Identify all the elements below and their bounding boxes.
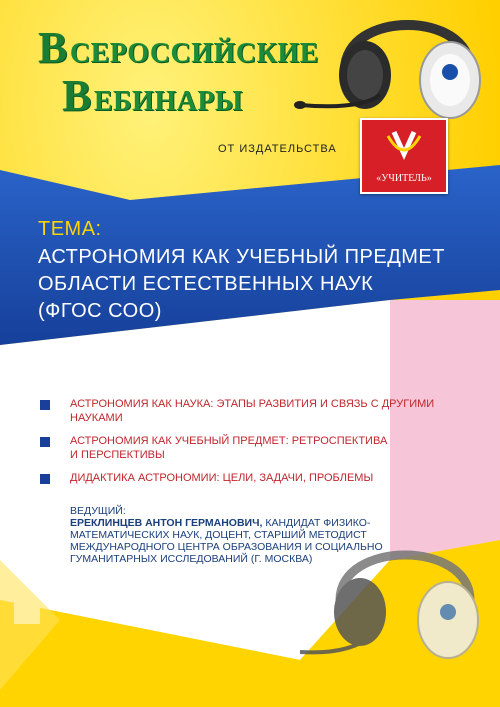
title-initial-2: В [62, 71, 92, 120]
presenter-line-2: МАТЕМАТИЧЕСКИХ НАУК, ДОЦЕНТ, СТАРШИЙ МЕТОДИСТ [70, 529, 367, 541]
bullet-3-line-1: ДИДАКТИКА АСТРОНОМИИ: ЦЕЛИ, ЗАДАЧИ, ПРОБЛЕМЫ [70, 472, 374, 484]
topic-line-3: (ФГОС СОО) [38, 300, 162, 322]
publisher-logo [360, 118, 448, 194]
title-initial-1: В [38, 23, 68, 72]
title-rest-2: ЕБИНАРЫ [93, 86, 243, 117]
publisher-label: ОТ ИЗДАТЕЛЬСТВА [218, 143, 337, 155]
title-line-1 [38, 22, 319, 73]
bullet-1-line-1: АСТРОНОМИЯ КАК НАУКА: ЭТАПЫ РАЗВИТИЯ И СВЯЗЬ С ДРУГИМИ [70, 398, 435, 410]
presenter-name: ЕРЕКЛИНЦЕВ АНТОН ГЕРМАНОВИЧ, [70, 517, 263, 529]
topic-label: ТЕМА: [38, 218, 102, 240]
bullet-1-line-2: НАУКАМИ [70, 412, 123, 424]
bullet-2-line-2: И ПЕРСПЕКТИВЫ [70, 449, 165, 461]
logo-emblem-icon [362, 120, 446, 170]
topic-line-1: АСТРОНОМИЯ КАК УЧЕБНЫЙ ПРЕДМЕТ [38, 246, 445, 268]
bullet-square-icon [40, 437, 50, 447]
presenter-line-3: МЕЖДУНАРОДНОГО ЦЕНТРА ОБРАЗОВАНИЯ И СОЦИАЛЬНО [70, 541, 383, 553]
presenter-title-1: КАНДИДАТ ФИЗИКО- [262, 517, 371, 529]
logo-text: «УЧИТЕЛЬ» [376, 173, 432, 184]
bullet-item-3 [70, 471, 450, 485]
presenter-label: ВЕДУЩИЙ: [70, 505, 126, 517]
bullet-square-icon [40, 400, 50, 410]
bullet-item-1 [70, 397, 450, 425]
topic-line-2: ОБЛАСТИ ЕСТЕСТВЕННЫХ НАУК [38, 273, 374, 295]
presenter-block [70, 505, 430, 565]
bullet-2-line-1: АСТРОНОМИЯ КАК УЧЕБНЫЙ ПРЕДМЕТ: РЕТРОСПЕКТИВА [70, 435, 388, 447]
title-rest-1: СЕРОССИЙСКИЕ [69, 38, 319, 69]
title-line-2 [62, 70, 243, 121]
bullet-item-2 [70, 434, 450, 462]
presenter-line-1 [70, 517, 430, 529]
presenter-line-4: ГУМАНИТАРНЫХ ИССЛЕДОВАНИЙ (Г. МОСКВА) [70, 553, 313, 565]
bullet-square-icon [40, 474, 50, 484]
